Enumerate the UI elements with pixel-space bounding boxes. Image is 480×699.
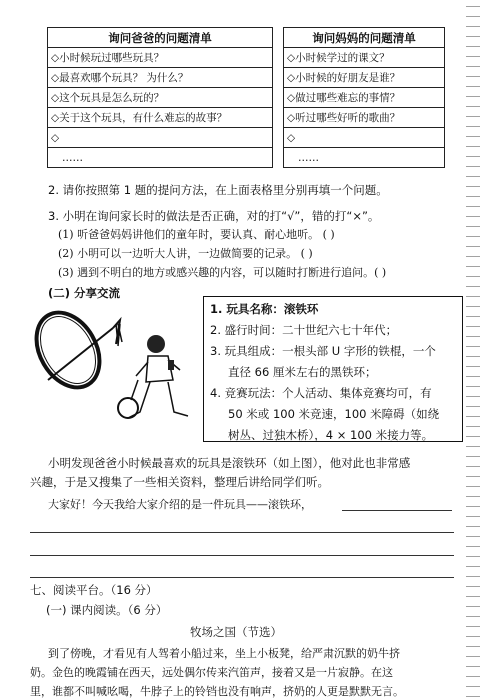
mom-row-blank[interactable]: ◇ <box>284 128 445 148</box>
mom-table-header: 询问妈妈的问题清单 <box>284 28 445 48</box>
mom-row-ellipsis: …… <box>284 148 445 168</box>
info-gameplay-cont: 50 米或 100 米竞速，100 米障碍（如绕 <box>228 407 440 421</box>
q3-item-3[interactable]: (3) 遇到不明白的地方或感兴趣的内容，可以随时打断进行追问。( ) <box>58 266 387 279</box>
section-share-heading: (二) 分享交流 <box>48 286 121 300</box>
paragraph-line-2: 兴趣，于是又搜集了一些相关资料，整理后讲给同学们听。 <box>30 475 329 489</box>
binding-margin <box>466 0 480 698</box>
dad-table-header: 询问爸爸的问题清单 <box>48 28 273 48</box>
dad-row: ◇最喜欢哪个玩具？ 为什么？ <box>48 68 273 88</box>
answer-line[interactable] <box>30 555 454 556</box>
q3-item-2[interactable]: (2) 小明可以一边听大人讲，一边做简要的记录。 ( ) <box>58 247 313 260</box>
dad-row: ◇关于这个玩具，有什么难忘的故事？ <box>48 108 273 128</box>
info-components-cont: 直径 66 厘米左右的黑铁环； <box>228 365 377 379</box>
question-2: 2. 请你按照第 1 题的提问方法，在上面表格里分别再填一个问题。 <box>48 183 388 197</box>
subsection-heading: (一) 课内阅读。（6 分） <box>46 603 168 617</box>
hoop-rolling-illustration <box>28 300 200 448</box>
dad-question-table <box>47 27 273 168</box>
q3-item-1[interactable]: (1) 听爸爸妈妈讲他们的童年时，要认真、耐心地听。 ( ) <box>58 228 335 241</box>
mom-row: ◇小时候学过的课文？ <box>284 48 445 68</box>
reading-line-3: 里，谁都不叫喊吆喝，牛脖子上的铃铛也没有响声，挤奶的人更是默默无言。 <box>30 685 404 698</box>
dad-row-ellipsis: …… <box>48 148 273 168</box>
dad-row-blank[interactable]: ◇ <box>48 128 273 148</box>
reading-title: 牧场之国（节选） <box>190 625 282 639</box>
dad-row: ◇小时候玩过哪些玩具？ <box>48 48 273 68</box>
question-3: 3. 小明在询问家长时的做法是否正确，对的打“√”，错的打“×”。 <box>48 209 380 223</box>
mom-row: ◇小时候的好朋友是谁？ <box>284 68 445 88</box>
paragraph-line-1: 小明发现爸爸小时候最喜欢的玩具是滚铁环（如上图），他对此也非常感 <box>48 456 411 470</box>
info-components: 3. 玩具组成：一根头部 U 字形的铁棍，一个 <box>210 344 436 358</box>
mom-row: ◇做过哪些难忘的事情？ <box>284 88 445 108</box>
section-7-heading: 七、阅读平台。（16 分） <box>30 583 158 597</box>
mom-question-table <box>283 27 445 168</box>
info-gameplay-cont2: 树丛、过独木桥），4 × 100 米接力等。 <box>228 428 434 442</box>
dad-row: ◇这个玩具是怎么玩的？ <box>48 88 273 108</box>
toy-info-box <box>203 296 463 442</box>
speech-start: 大家好！今天我给大家介绍的是一件玩具——滚铁环， <box>48 498 312 511</box>
info-gameplay: 4. 竞赛玩法：个人活动、集体竞赛均可，有 <box>210 386 432 400</box>
reading-line-1: 到了傍晚，才看见有人驾着小船过来，坐上小板凳，给严肃沉默的奶牛挤 <box>48 647 400 660</box>
reading-line-2: 奶。金色的晚霞铺在西天，远处偶尔传来汽笛声，接着又是一片寂静。在这 <box>30 666 393 679</box>
answer-line[interactable] <box>342 510 452 511</box>
answer-line[interactable] <box>30 577 454 578</box>
info-name: 1. 玩具名称：滚铁环 <box>210 302 319 316</box>
mom-row: ◇听过哪些好听的歌曲？ <box>284 108 445 128</box>
info-period: 2. 盛行时间：二十世纪六七十年代； <box>210 323 398 337</box>
answer-line[interactable] <box>30 532 454 533</box>
